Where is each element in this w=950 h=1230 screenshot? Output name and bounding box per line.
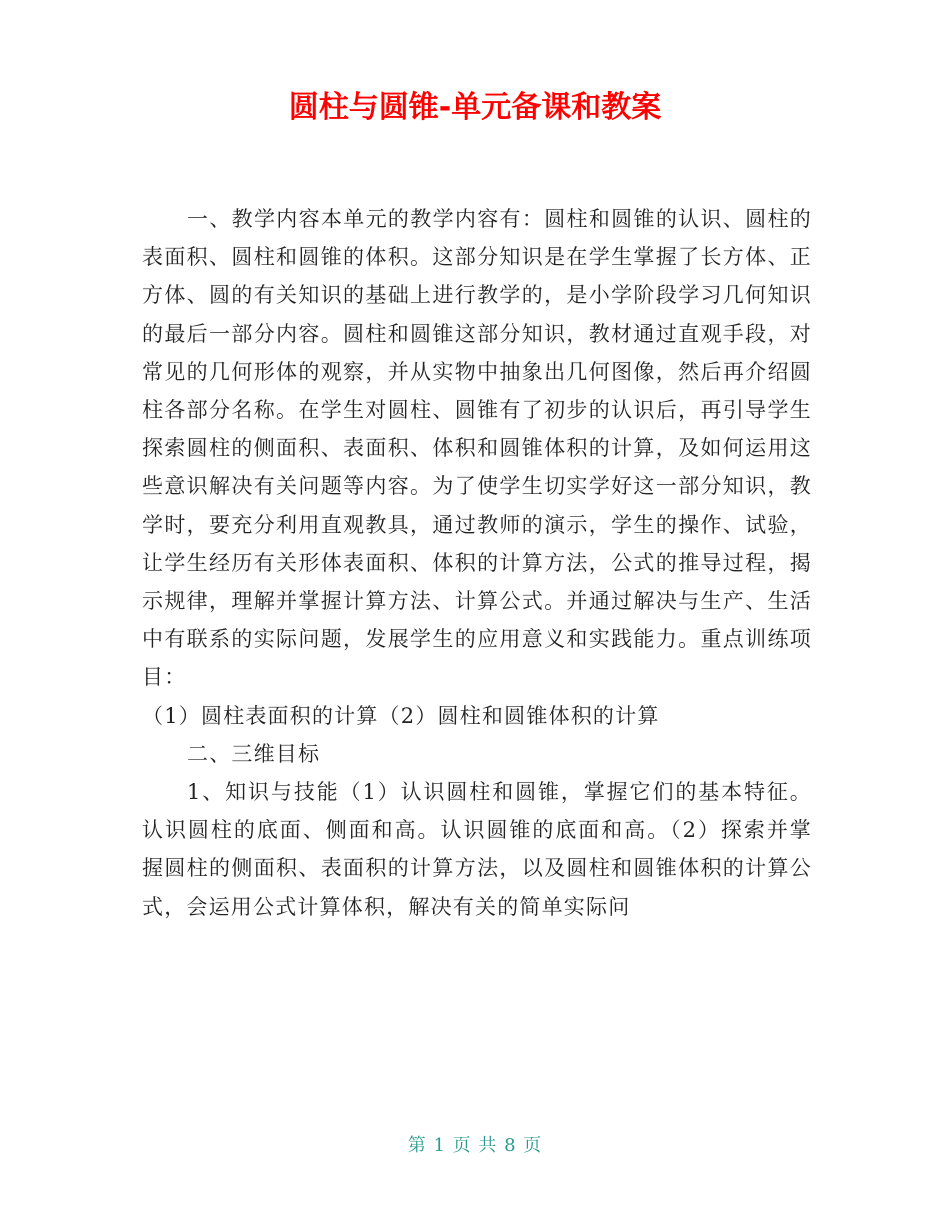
document-body bbox=[142, 200, 812, 926]
paragraph-section-heading: 二、三维目标 bbox=[187, 741, 321, 766]
paragraph-key-items: （1）圆柱表面积的计算（2）圆柱和圆锥体积的计算 bbox=[142, 703, 660, 728]
document-title: 圆柱与圆锥-单元备课和教案 bbox=[288, 90, 662, 125]
paragraph-knowledge-skills: 1、知识与技能（1）认识圆柱和圆锥，掌握它们的基本特征。认识圆柱的底面、侧面和高。认识圆锥的底面和高。（2）探索并掌握圆柱的侧面积、表面积的计算方法，以及圆柱和圆锥体积的计算公式，会运用公式计算体积，解决有关的简单实际问 bbox=[142, 780, 812, 919]
page-number-footer: 第 1 页 共 8 页 bbox=[407, 1135, 543, 1156]
paragraph-teaching-content: 一、教学内容本单元的教学内容有：圆柱和圆锥的认识、圆柱的表面积、圆柱和圆锥的体积。这部分知识是在学生掌握了长方体、正方体、圆的有关知识的基础上进行教学的，是小学阶段学习几何知识的最后一部分内容。圆柱和圆锥这部分知识，教材通过直观手段，对常见的几何形体的观察，并从实物中抽象出几何图像，然后再介绍圆柱各部分名称。在学生对圆柱、圆锥有了初步的认识后，再引导学生探索圆柱的侧面积、表面积、体积和圆锥体积的计算，及如何运用这些意识解决有关问题等内容。为了使学生切实学好这一部分知识，教学时，要充分利用直观教具，通过教师的演示，学生的操作、试验，让学生经历有关形体表面积、体积的计算方法，公式的推导过程，揭示规律，理解并掌握计算方法、计算公式。并通过解决与生产、生活中有联系的实际问题，发展学生的应用意义和实践能力。重点训练项目： bbox=[142, 207, 812, 690]
